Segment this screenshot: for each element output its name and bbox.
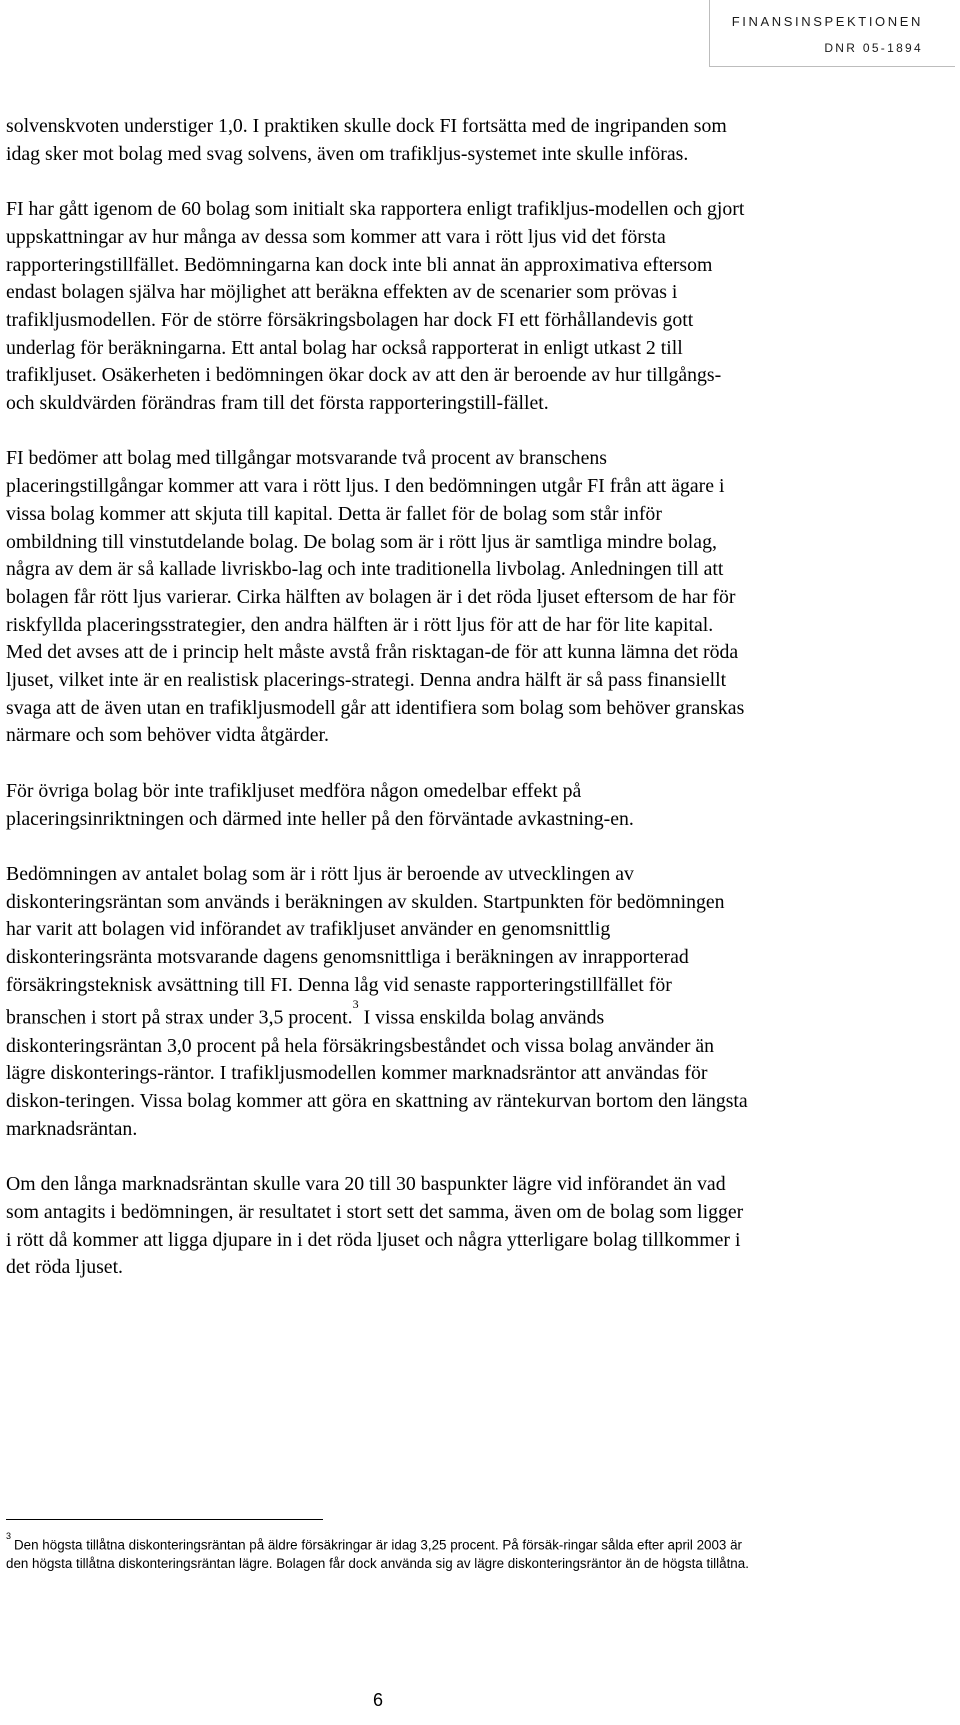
page-number: 6: [372, 1690, 383, 1710]
agency-name: FINANSINSPEKTIONEN: [731, 14, 923, 29]
paragraph-1: solvenskvoten understiger 1,0. I praktiken skulle dock FI fortsätta med de ingripanden som idag sker mot bolag med svag solvens, även om trafikljus-systemet inte skulle införas.: [6, 115, 727, 165]
document-number: DNR 05-1894: [824, 41, 923, 55]
paragraph-2: FI har gått igenom de 60 bolag som initialt ska rapportera enligt trafikljus-modellen och gjort uppskattningar av hur många av dessa som kommer att vara i rött ljus vid det första rapporteringstillfället. Bedömningarna kan dock inte bli annat än approximativa eftersom endast bolagen själva har möjlighet att beräkna effekten av de scenarier som prövas i trafikljusmodellen. För de större försäkringsbolagen har dock FI ett förhållandevis gott underlag för beräkningarna. Ett antal bolag har också rapporterat in enligt utkast 2 till trafikljuset. Osäkerheten i bedömningen ökar dock av att den är beroende av hur tillgångs- och skuldvärden förändras fram till det första rapporteringstill-fället.: [6, 198, 745, 415]
paragraph-3: FI bedömer att bolag med tillgångar motsvarande två procent av branschens placeringstillgångar kommer att vara i rött ljus. I den bedömningen utgår FI från att ägare i vissa bolag kommer att skjuta till kapital. Detta är fallet för de bolag som står inför ombildning till vinstutdelande bolag. De bolag som är i rött ljus är samtliga mindre bolag, några av dem är så kallade livriskbo-lag och inte traditionella livbolag. Anledningen till att bolagen får rött ljus varierar. Cirka hälften av bolagen är i det röda ljuset eftersom de har för riskfyllda placeringsstrategier, den andra hälften är i rött ljus för att de har för lite kapital. Med det avses att de i princip helt måste avstå från risktagan-de för att kunna lämna det röda ljuset, vilket inte är en realistisk placerings-strategi. Denna andra hälft är så pass finansiellt svaga att de även utan en trafikljusmodell går att identifiera som bolag som behöver granskas närmare och som behöver vidta åtgärder.: [6, 447, 745, 747]
footnote-divider: [6, 1519, 323, 1520]
paragraph-4: För övriga bolag bör inte trafikljuset medföra någon omedelbar effekt på placeringsinriktningen och därmed inte heller på den förväntade avkastning-en.: [6, 779, 634, 830]
footnote-reference[interactable]: 3: [352, 997, 359, 1012]
paragraph-5-start: Bedömningen av antalet bolag som är i rött ljus är beroende av utvecklingen av diskonteringsräntan som används i beräkningen av skulden. Startpunkten för bedömningen har varit att bolagen vid införandet av trafikljuset använder en genomsnittlig diskonteringsränta motsvarande dagens genomsnittliga i beräkningen av inrapporterad försäkringsteknisk avsättning till FI. Denna låg vid senaste rapporteringstillfället för branschen i stort på strax under 3,5 procent.: [6, 862, 725, 1030]
footnote-number: 3: [6, 1531, 12, 1541]
body-text: [6, 113, 753, 1282]
footnote-text: Den högsta tillåtna diskonteringsräntan på äldre försäkringar är idag 3,25 procent. På försäk-ringar sålda efter april 2003 är den högsta tillåtna diskonteringsräntan lägre. Bolagen får dock använda sig av lägre diskonteringsräntor än de högsta tillåtna.: [6, 1537, 749, 1572]
paragraph-6: Om den långa marknadsräntan skulle vara 20 till 30 baspunkter lägre vid införandet än vad som antagits i bedömningen, är resultatet i stort sett det samma, även om de bolag som ligger i rött då kommer att ligga djupare in i det röda ljuset och några ytterligare bolag tillkommer i det röda ljuset.: [6, 1173, 744, 1279]
page-header: [709, 0, 955, 67]
paragraph-5: [6, 861, 753, 1144]
footnote: [6, 1532, 751, 1573]
paragraph-5-end: I vissa enskilda bolag används diskonteringsräntan 3,0 procent på hela försäkringsbeståndet och vissa bolag använder än lägre diskonterings-räntor. I trafikljusmodellen kommer marknadsräntor att användas för diskon-teringen. Vissa bolag kommer att göra en skattning av räntekurvan bortom den längsta marknadsräntan.: [6, 1007, 748, 1140]
